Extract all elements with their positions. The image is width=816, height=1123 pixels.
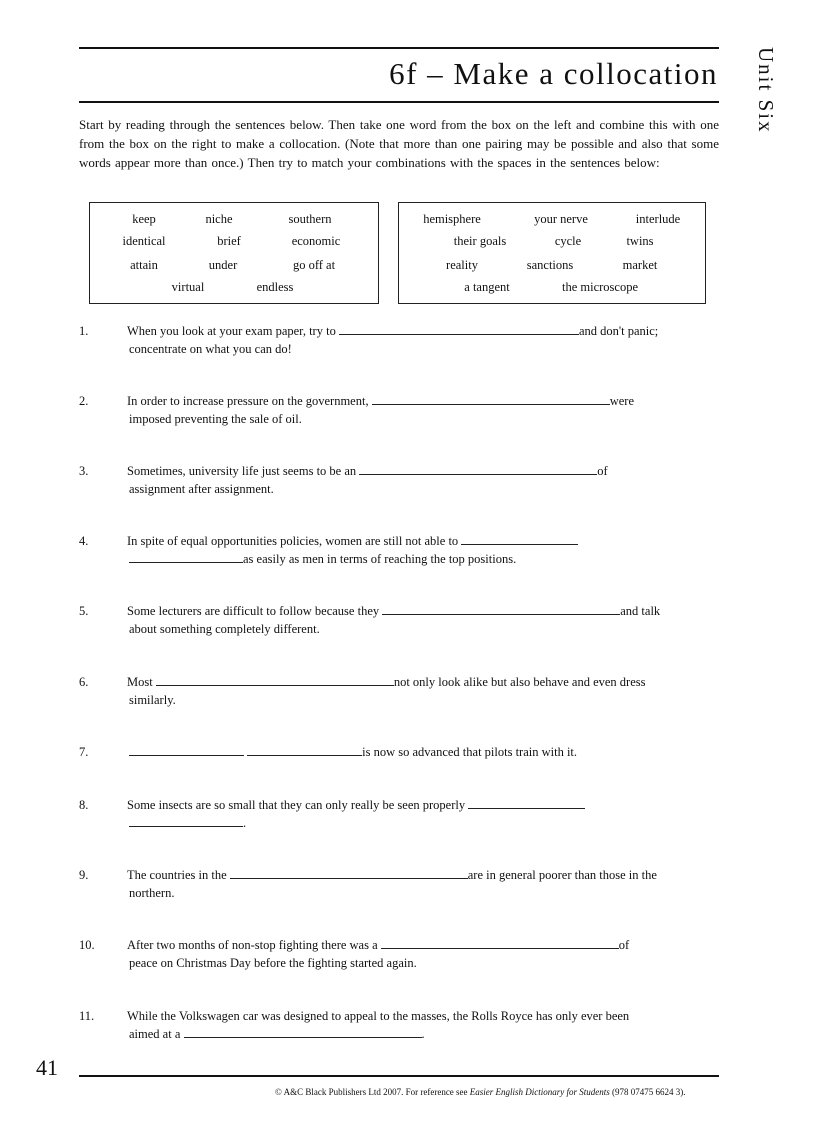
question-number: 1. — [79, 324, 89, 338]
question-number: 9. — [79, 868, 89, 882]
question-text: is now so advanced that pilots train with it. — [362, 745, 578, 759]
word-box-item: brief — [217, 234, 241, 248]
answer-blank[interactable] — [382, 602, 620, 615]
top-rule — [79, 47, 719, 49]
word-box-item: your nerve — [534, 212, 588, 226]
answer-blank[interactable] — [468, 796, 585, 809]
question-number: 2. — [79, 394, 89, 408]
question-text: Sometimes, university life just seems to be an — [127, 464, 360, 478]
word-box-item: attain — [130, 258, 158, 272]
answer-blank[interactable] — [381, 936, 619, 949]
question-text: of — [618, 938, 630, 952]
answer-blank[interactable] — [230, 866, 468, 879]
question-number: 6. — [79, 675, 89, 689]
word-box-right — [398, 202, 706, 304]
question-text: imposed preventing the sale of oil. — [129, 412, 302, 426]
word-box-item: virtual — [171, 280, 205, 294]
question-text: of — [597, 464, 608, 478]
answer-blank[interactable] — [359, 462, 597, 475]
question-text: After two months of non-stop fighting there was a — [127, 938, 381, 952]
question-text: Some lecturers are difficult to follow because they — [127, 604, 383, 618]
question-text: not only look alike but also behave and even dress — [393, 675, 646, 689]
word-box-item: hemisphere — [423, 212, 481, 226]
question-text: In order to increase pressure on the government, — [127, 394, 372, 408]
question-number: 11. — [79, 1009, 95, 1023]
word-box-item: interlude — [635, 212, 681, 226]
title-underline-rule — [79, 101, 719, 103]
word-box-item: identical — [122, 234, 166, 248]
answer-blank[interactable] — [129, 743, 244, 756]
word-box-item: southern — [288, 212, 332, 226]
question-text: were — [609, 394, 634, 408]
word-box-item: endless — [256, 280, 294, 294]
word-box-item: the microscope — [561, 280, 639, 294]
intro-instructions: Start by reading through the sentences below. Then take one word from the box on the left and combine this with one from the box on the right to make a collocation. (Note that more than one pairing may be possible and also that some words appear more than once.) Then try to match your combinations with the spaces in the sentences below: — [79, 117, 719, 170]
question-text: concentrate on what you can do! — [129, 342, 292, 356]
question-text: assignment after assignment. — [129, 482, 274, 496]
word-box-item: their goals — [453, 234, 507, 248]
answer-blank[interactable] — [247, 743, 362, 756]
question-text: The countries in the — [127, 868, 230, 882]
question-text: northern. — [129, 886, 175, 900]
copyright-notice — [275, 1087, 686, 1097]
answer-blank[interactable] — [461, 532, 578, 545]
word-box-item: market — [622, 258, 658, 272]
question-text: are in general poorer than those in the — [467, 868, 657, 882]
question-text: similarly. — [129, 693, 176, 707]
copyright-isbn: (978 07475 6624 3). — [609, 1087, 686, 1097]
word-box-item: sanctions — [526, 258, 574, 272]
answer-blank[interactable] — [129, 814, 243, 827]
answer-blank[interactable] — [184, 1025, 422, 1038]
question-text: and don't panic; — [578, 324, 659, 338]
word-box-left — [89, 202, 379, 304]
question-text: peace on Christmas Day before the fighting started again. — [129, 956, 417, 970]
answer-blank[interactable] — [156, 673, 394, 686]
question-number: 3. — [79, 464, 89, 478]
answer-blank[interactable] — [372, 392, 610, 405]
word-box-item: twins — [626, 234, 654, 248]
question-text: about something completely different. — [129, 622, 320, 636]
question-text: Most — [127, 675, 156, 689]
question-text: . — [243, 816, 247, 830]
question-text: and talk — [620, 604, 661, 618]
copyright-text: © A&C Black Publishers Ltd 2007. For reference see — [275, 1087, 470, 1097]
page-number: 41 — [36, 1055, 58, 1080]
page-title: 6f – Make a collocation — [389, 56, 718, 91]
question-number: 8. — [79, 798, 89, 812]
question-number: 4. — [79, 534, 89, 548]
question-text: as easily as men in terms of reaching the top positions. — [243, 552, 517, 566]
answer-blank[interactable] — [129, 550, 243, 563]
word-box-item: reality — [446, 258, 478, 272]
question-number: 10. — [79, 938, 95, 952]
word-box-item: a tangent — [464, 280, 510, 294]
word-box-item: go off at — [292, 258, 336, 272]
unit-label: Unit Six — [754, 47, 778, 134]
word-box-item: keep — [132, 212, 156, 226]
question-text: In spite of equal opportunities policies, women are still not able to — [127, 534, 462, 548]
question-text: While the Volkswagen car was designed to appeal to the masses, the Rolls Royce has only ever been — [127, 1009, 630, 1023]
question-number: 5. — [79, 604, 89, 618]
word-box-item: under — [208, 258, 238, 272]
question-number: 7. — [79, 745, 89, 759]
bottom-rule — [79, 1075, 719, 1077]
word-box-item: economic — [291, 234, 341, 248]
word-box-item: cycle — [554, 234, 582, 248]
word-box-item: niche — [205, 212, 233, 226]
dictionary-title: Easier English Dictionary for Students — [469, 1087, 610, 1097]
question-text: aimed at a — [129, 1027, 184, 1041]
answer-blank[interactable] — [339, 322, 579, 335]
question-text: Some insects are so small that they can only really be seen properly — [127, 798, 469, 812]
question-text: When you look at your exam paper, try to — [127, 324, 339, 338]
question-text: . — [421, 1027, 425, 1041]
